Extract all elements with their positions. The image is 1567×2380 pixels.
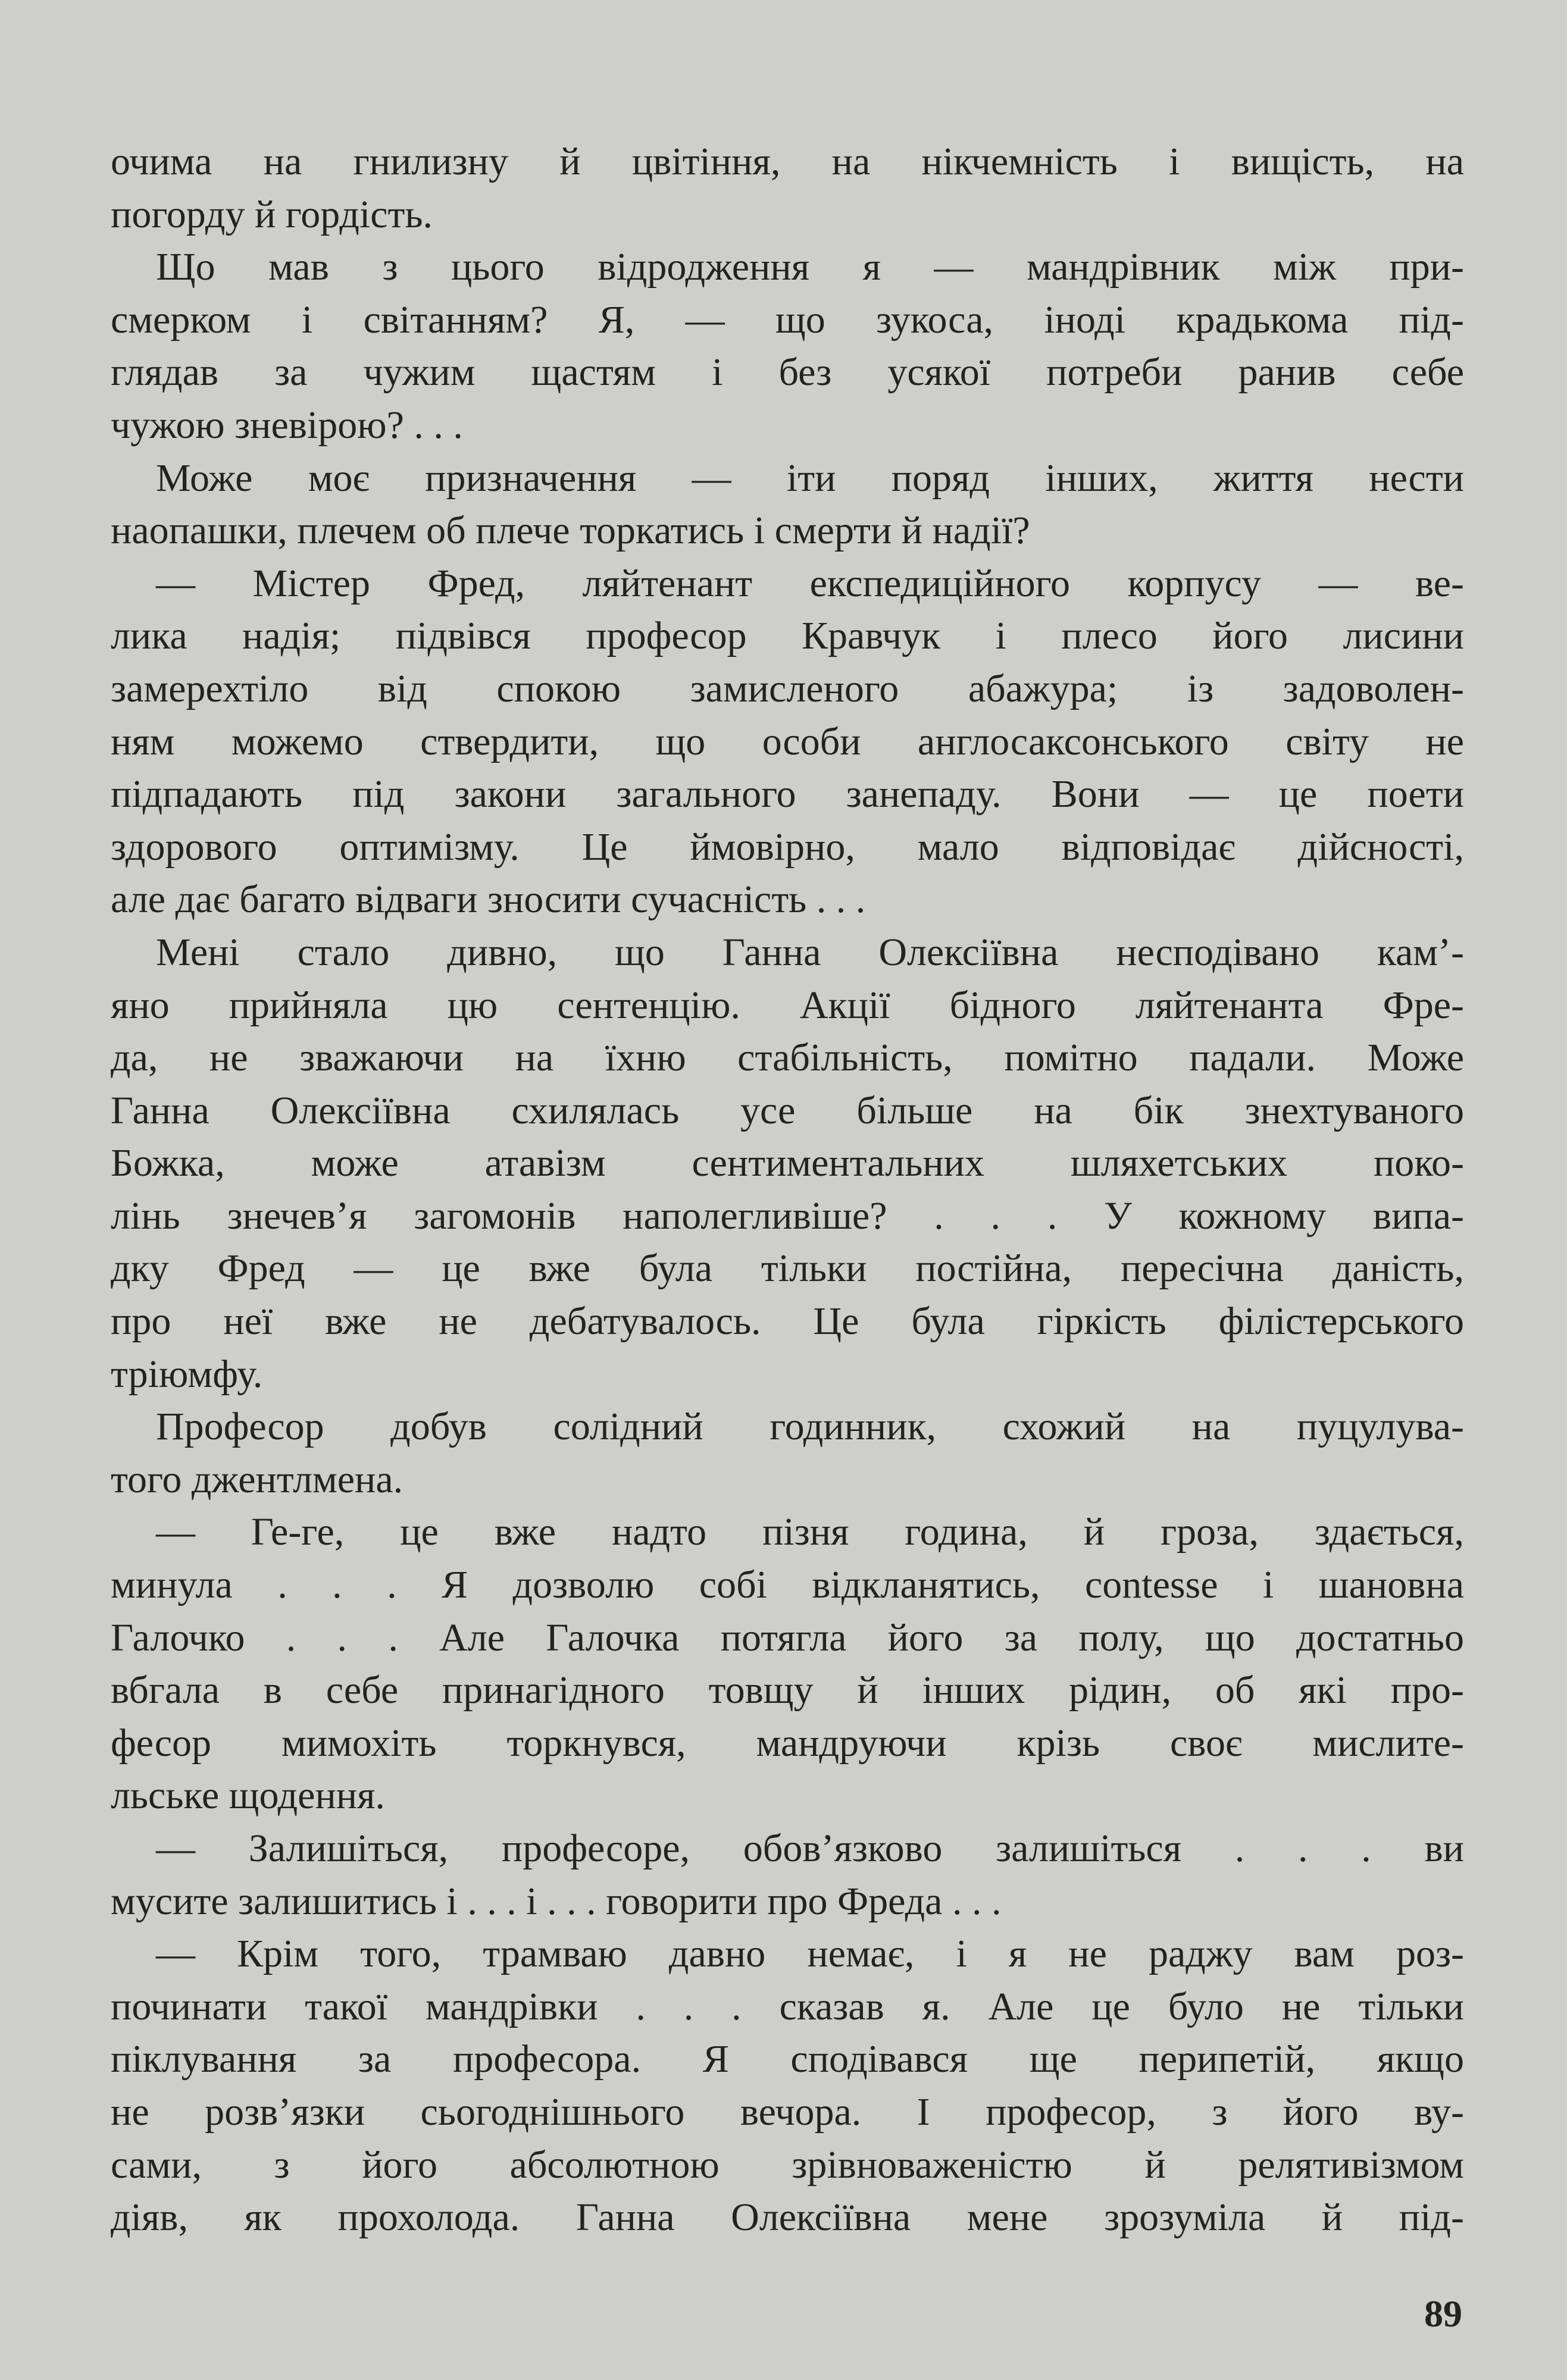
text-line: глядав за чужим щастям і без усякої потреби ранив себе [111, 350, 1464, 394]
text-line: сами, з його абсолютною зрівноваженістю й релятивізмом [111, 2143, 1464, 2187]
text-line: яно прийняла цю сентенцію. Акції бідного ляйтенанта Фре- [111, 983, 1464, 1027]
text-line: — Залишіться, професоре, обов’язково залишіться . . . ви [156, 1827, 1464, 1870]
text-line: піклування за професора. Я сподівався ще перипетій, якщо [111, 2037, 1464, 2081]
text-line: Мені стало дивно, що Ганна Олексіївна несподівано кам’- [156, 930, 1464, 974]
text-line: вбгала в себе принагідного товщу й інших рідин, об які про- [111, 1668, 1464, 1712]
text-line: чужою зневірою? . . . [111, 403, 463, 447]
text-line: Що мав з цього відродження я — мандрівник між при- [156, 245, 1464, 289]
text-line: фесор мимохіть торкнувся, мандруючи крізь своє мислите- [111, 1721, 1464, 1765]
text-line: мусите залишитись і . . . і . . . говорити про Фреда . . . [111, 1879, 1002, 1923]
text-line: ням можемо ствердити, що особи англосаксонського світу не [111, 719, 1464, 763]
text-line: починати такої мандрівки . . . сказав я. Але це було не тільки [111, 1984, 1464, 2028]
text-line: минула . . . Я дозволю собі відкланятись, contesse і шановна [111, 1563, 1464, 1607]
text-line: дку Фред — це вже була тільки постійна, пересічна даність, [111, 1247, 1464, 1291]
text-line: лінь знечев’я загомонів наполегливіше? . . . У кожному випа- [111, 1194, 1464, 1238]
text-line: льське щодення. [111, 1774, 385, 1818]
text-line: тріюмфу. [111, 1352, 263, 1396]
text-line: того джентлмена. [111, 1457, 404, 1501]
text-line: смерком і світанням? Я, — що зукоса, іноді крадькома під- [111, 298, 1464, 342]
text-line: Галочко . . . Але Галочка потягла його за полу, що достатньо [111, 1615, 1464, 1659]
text-line: про неї вже не дебатувалось. Це була гіркість філістерського [111, 1299, 1464, 1344]
text-line: замерехтіло від спокою замисленого абажура; із задоволен- [111, 666, 1464, 710]
text-line: не розв’язки сьогоднішнього вечора. І професор, з його ву- [111, 2090, 1464, 2134]
text-line: наопашки, плечем об плече торкатись і смерти й надії? [111, 509, 1030, 553]
page-number: 89 [1424, 2293, 1462, 2335]
text-line: — Крім того, трамваю давно немає, і я не раджу вам роз- [156, 1932, 1464, 1976]
text-line: Професор добув солідний годинник, схожий на пуцулува- [156, 1405, 1464, 1449]
text-line: здорового оптимізму. Це ймовірно, мало відповідає дійсності, [111, 825, 1464, 869]
body-text [111, 136, 1464, 2244]
text-line: очима на гнилизну й цвітіння, на нікчемність і вищість, на [111, 140, 1464, 183]
text-line: Ганна Олексіївна схилялась усе більше на бік знехтуваного [111, 1088, 1464, 1132]
text-line: — Містер Фред, ляйтенант експедиційного корпусу — ве- [156, 561, 1464, 605]
text-line: — Ге-ге, це вже надто пізня година, й гроза, здається, [156, 1510, 1464, 1554]
text-line: підпадають під закони загального занепаду. Вони — це поети [111, 772, 1464, 816]
text-line: Божка, може атавізм сентиментальних шляхетських поко- [111, 1141, 1464, 1185]
text-line: да, не зважаючи на їхню стабільність, помітно падали. Може [111, 1036, 1464, 1080]
text-line: діяв, як прохолода. Ганна Олексіївна мене зрозуміла й під- [111, 2196, 1464, 2240]
text-line: Може моє призначення — іти поряд інших, життя нести [156, 456, 1464, 500]
text-line: погорду й гордість. [111, 192, 433, 236]
text-line: але дає багато відваги зносити сучасність . . . [111, 878, 866, 922]
text-line: лика надія; підвівся професор Кравчук і плесо його лисини [111, 614, 1464, 658]
